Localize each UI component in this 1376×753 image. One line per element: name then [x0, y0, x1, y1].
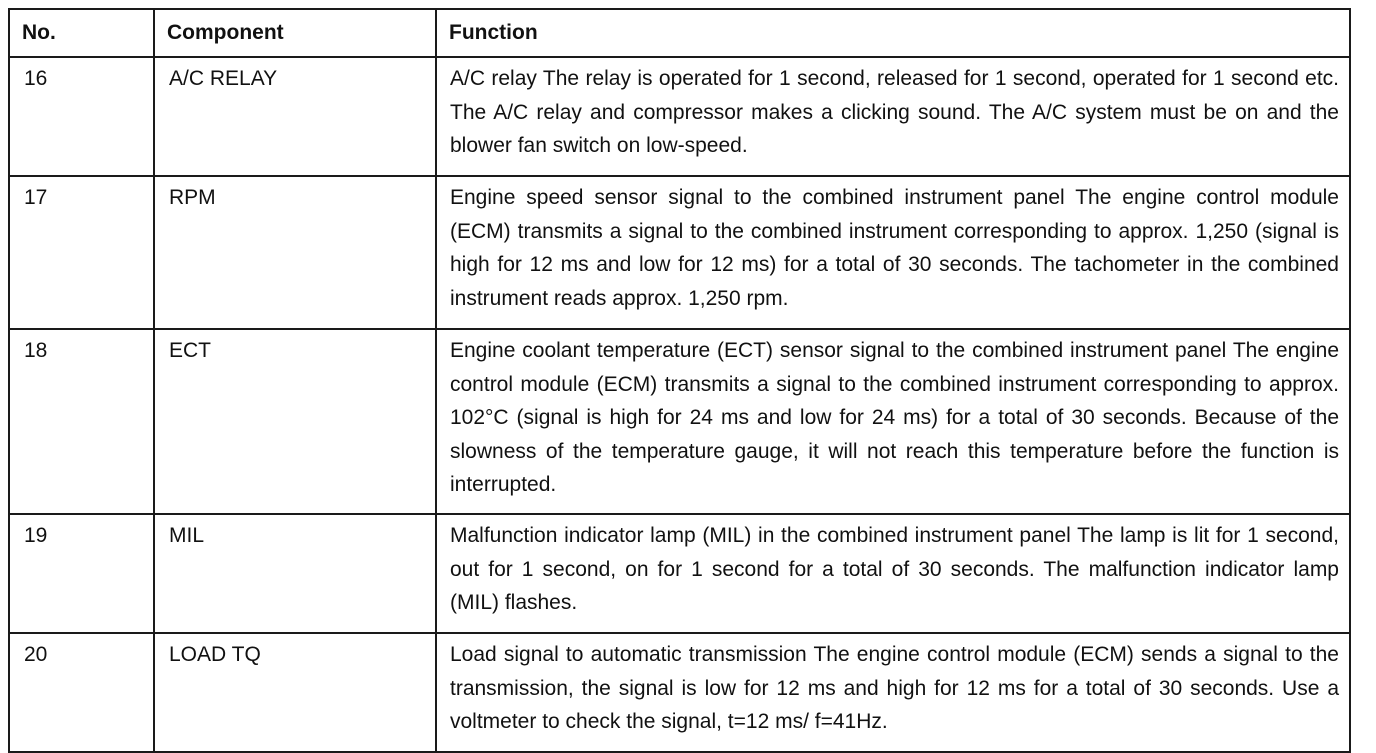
row-number: 18	[9, 329, 154, 514]
function-description: A/C relay The relay is operated for 1 second, released for 1 second, operated for 1 second etc. The A/C relay and compressor makes a clicking sound. The A/C system must be on and the blower fan switch on low-speed.	[436, 57, 1350, 176]
function-description: Load signal to automatic transmission The engine control module (ECM) sends a signal to the transmission, the signal is low for 12 ms and high for 12 ms for a total of 30 seconds. Use a voltmeter to check the signal, t=12 ms/ f=41Hz.	[436, 633, 1350, 752]
header-function: Function	[436, 9, 1350, 57]
component-name: RPM	[154, 176, 436, 329]
header-no: No.	[9, 9, 154, 57]
table-row	[9, 514, 1350, 633]
component-name: ECT	[154, 329, 436, 514]
row-number: 17	[9, 176, 154, 329]
table-row	[9, 633, 1350, 752]
table-row	[9, 329, 1350, 514]
component-function-table	[8, 8, 1351, 753]
component-name: MIL	[154, 514, 436, 633]
function-description: Malfunction indicator lamp (MIL) in the combined instrument panel The lamp is lit for 1 second, out for 1 second, on for 1 second for a total of 30 seconds. The malfunction indicator lamp (MIL) flashes.	[436, 514, 1350, 633]
function-description: Engine speed sensor signal to the combined instrument panel The engine control module (ECM) transmits a signal to the combined instrument corresponding to approx. 1,250 (signal is high for 12 ms and low for 12 ms) for a total of 30 seconds. The tachometer in the combined instrument reads approx. 1,250 rpm.	[436, 176, 1350, 329]
component-name: LOAD TQ	[154, 633, 436, 752]
table-row	[9, 57, 1350, 176]
row-number: 19	[9, 514, 154, 633]
row-number: 16	[9, 57, 154, 176]
header-row	[9, 9, 1350, 57]
table-row	[9, 176, 1350, 329]
header-component: Component	[154, 9, 436, 57]
row-number: 20	[9, 633, 154, 752]
component-name: A/C RELAY	[154, 57, 436, 176]
function-description: Engine coolant temperature (ECT) sensor signal to the combined instrument panel The engine control module (ECM) transmits a signal to the combined instrument corresponding to approx. 102°C (signal is high for 24 ms and low for 24 ms) for a total of 30 seconds. Because of the slowness of the temperature gauge, it will not reach this temperature before the function is interrupted.	[436, 329, 1350, 514]
